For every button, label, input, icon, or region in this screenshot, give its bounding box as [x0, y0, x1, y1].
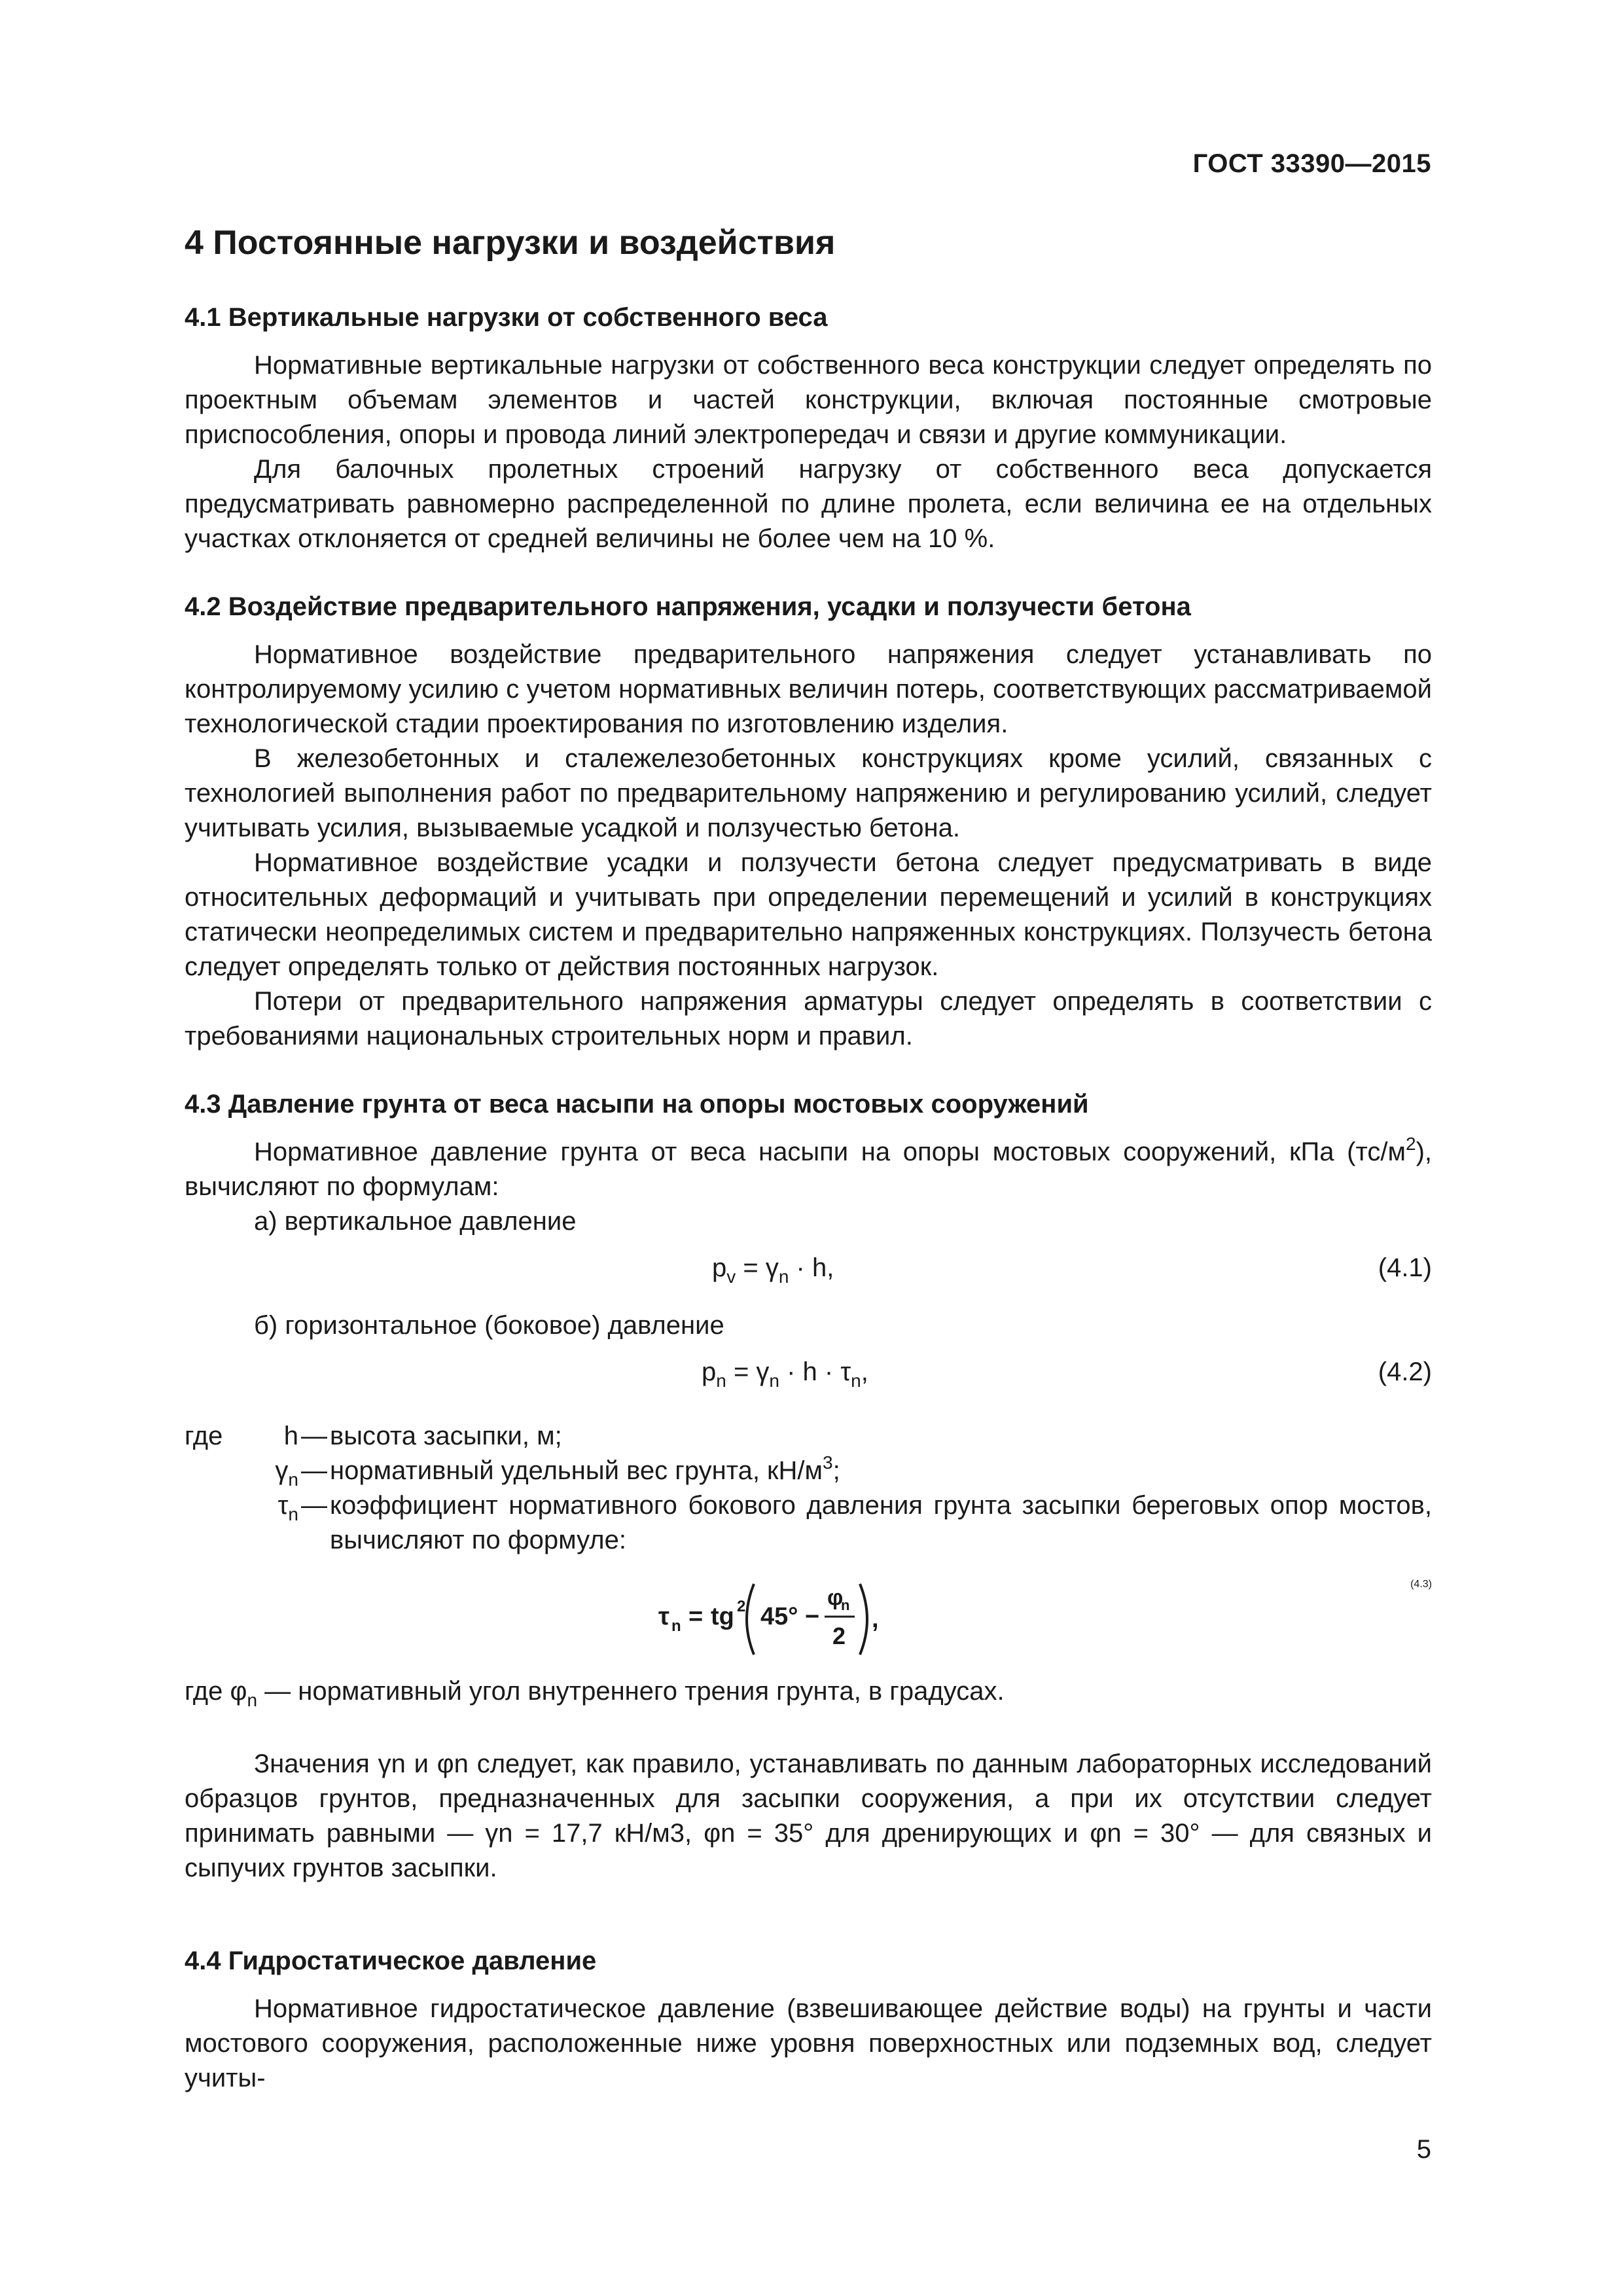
equation-number-4-1: (4.1) — [1378, 1253, 1432, 1283]
page-number: 5 — [1416, 2135, 1431, 2164]
svg-text:45°: 45° — [760, 1603, 798, 1631]
def-symbol-gamma: $\gamma_n$ — [275, 1456, 298, 1490]
svg-text:,: , — [872, 1605, 879, 1634]
paragraph-4-2-1: Нормативное воздействие предварительного напряжения следует устанавливать по контролируемому усилию с учетом нормативных величин потерь, соответствующих рассматриваемой технологической стадии проектирования по изготовлению изделия. — [185, 640, 1432, 739]
where-label: где — [185, 1422, 223, 1451]
subsection-4-1-title — [185, 301, 1432, 334]
paragraph-4-4-1: Нормативное гидростатическое давление (взвешивающее действие воды) на грунты и части мостового сооружения, расположенные ниже уровня поверхностных или подземных вод, следует учиты- — [185, 1994, 1432, 2093]
definitions-list — [185, 1419, 1432, 1558]
subsection-4-1-title-text: 4.1 Вертикальные нагрузки от собственного веса — [185, 303, 828, 332]
svg-text:n: n — [671, 1617, 681, 1636]
def-dash: — — [301, 1491, 327, 1520]
item-horizontal-pressure: б) горизонтальное (боковое) давление — [254, 1311, 724, 1340]
def-desc-tau: коэффициент нормативного бокового давления грунта засыпки береговых опор мостов, вычисляют по формуле: — [330, 1491, 1432, 1555]
def-dash: — — [301, 1456, 327, 1486]
svg-text:−: − — [805, 1603, 820, 1631]
paragraph-4-1-1: Нормативные вертикальные нагрузки от собственного веса конструкции следует определять по проектным объемам элементов и частей конструкции, включая постоянные смотровые приспособления, опоры и провода линий электропередач и связи и другие коммуникации. — [185, 351, 1432, 450]
def-spacer — [185, 1488, 257, 1558]
svg-text:2: 2 — [832, 1623, 846, 1650]
intro-text-a: Нормативное давление грунта от веса насыпи на опоры мостовых сооружений, кПа (тс/м — [254, 1138, 1406, 1167]
phi-definition: где $\varphi_n$ — нормативный угол внутреннего трения грунта, в градусах. — [185, 1677, 1005, 1711]
item-vertical-pressure: а) вертикальное давление — [254, 1207, 577, 1236]
def-symbol-tau: $\tau_n$ — [277, 1491, 298, 1525]
formula-4-1: $p_v = \gamma_n \cdot h$, — [712, 1253, 834, 1287]
paragraph-4-2-4: Потери от предварительного напряжения арматуры следует определять в соответствии с требованиями национальных строительных норм и правил. — [185, 987, 1432, 1051]
formula-4-2: $p_n = \gamma_n \cdot h \cdot \tau_n$, — [702, 1357, 868, 1391]
def-spacer — [185, 1454, 257, 1488]
document-code: ГОСТ 33390—2015 — [1192, 149, 1431, 178]
def-desc-h: высота засыпки, м; — [330, 1422, 562, 1451]
paragraph-4-1-2: Для балочных пролетных строений нагрузку от собственного веса допускается предусматривать равномерно распределенной по длине пролета, если величина ее на отдельных участках отклоняется от средней величины не более чем на 10 %. — [185, 455, 1432, 554]
paragraph-4-3-intro — [185, 1135, 1432, 1204]
svg-text:2: 2 — [737, 1598, 746, 1616]
svg-text:τ: τ — [658, 1603, 669, 1631]
section-title: 4 Постоянные нагрузки и воздействия — [185, 224, 836, 262]
subsection-4-3-title: 4.3 Давление грунта от веса насыпи на опоры мостовых сооружений — [185, 1090, 1089, 1119]
page-content — [185, 223, 1432, 2096]
def-dash: — — [301, 1422, 327, 1451]
paragraph-4-2-3: Нормативное воздействие усадки и ползучести бетона следует предусматривать в виде относительных деформаций и учитывать при определении перемещений и усилий в конструкциях статически неопределимых систем и предварительно напряженных конструкциях. Ползучесть бетона следует определять только от действия постоянных нагрузок. — [185, 848, 1432, 982]
formula-4-2-row — [185, 1343, 1432, 1412]
subsection-4-4-title: 4.4 Гидростатическое давление — [185, 1946, 597, 1976]
equation-number-4-2: (4.2) — [1378, 1357, 1432, 1387]
svg-text:tg: tg — [711, 1603, 734, 1631]
def-symbol-h: h — [283, 1422, 298, 1451]
equation-number-4-3: (4.3) — [1410, 1579, 1432, 1590]
formula-4-1-row — [185, 1239, 1432, 1308]
intro-text-b: ), вычисляют по формулам: — [185, 1138, 1432, 1202]
def-desc-gamma: нормативный удельный вес грунта, $кН/м^3$; — [330, 1452, 840, 1486]
values-paragraph: Значения γn и φn следует, как правило, устанавливать по данным лабораторных исследований образцов грунтов, предназначенных для засыпки сооружения, а при их отсутствии следует принимать равными — γn = 17,7 кН/м3, φn = 35° для дренирующих и φn = 30° — для связных и сыпучих грунтов засыпки. — [185, 1749, 1432, 1883]
intro-superscript: 2 — [1405, 1134, 1416, 1155]
paragraph-4-2-2: В железобетонных и сталежелезобетонных конструкциях кроме усилий, связанных с технологией выполнения работ по предварительному напряжению и регулированию усилий, следует учитывать усилия, вызываемые усадкой и ползучестью бетона. — [185, 744, 1432, 843]
svg-text:φ: φ — [827, 1585, 844, 1611]
formula-4-3 — [656, 1564, 931, 1676]
formula-4-3-row — [185, 1558, 1432, 1669]
svg-text:=: = — [688, 1603, 704, 1631]
subsection-4-2-title: 4.2 Воздействие предварительного напряжения, усадки и ползучести бетона — [185, 592, 1191, 622]
svg-text:n: n — [841, 1597, 850, 1614]
